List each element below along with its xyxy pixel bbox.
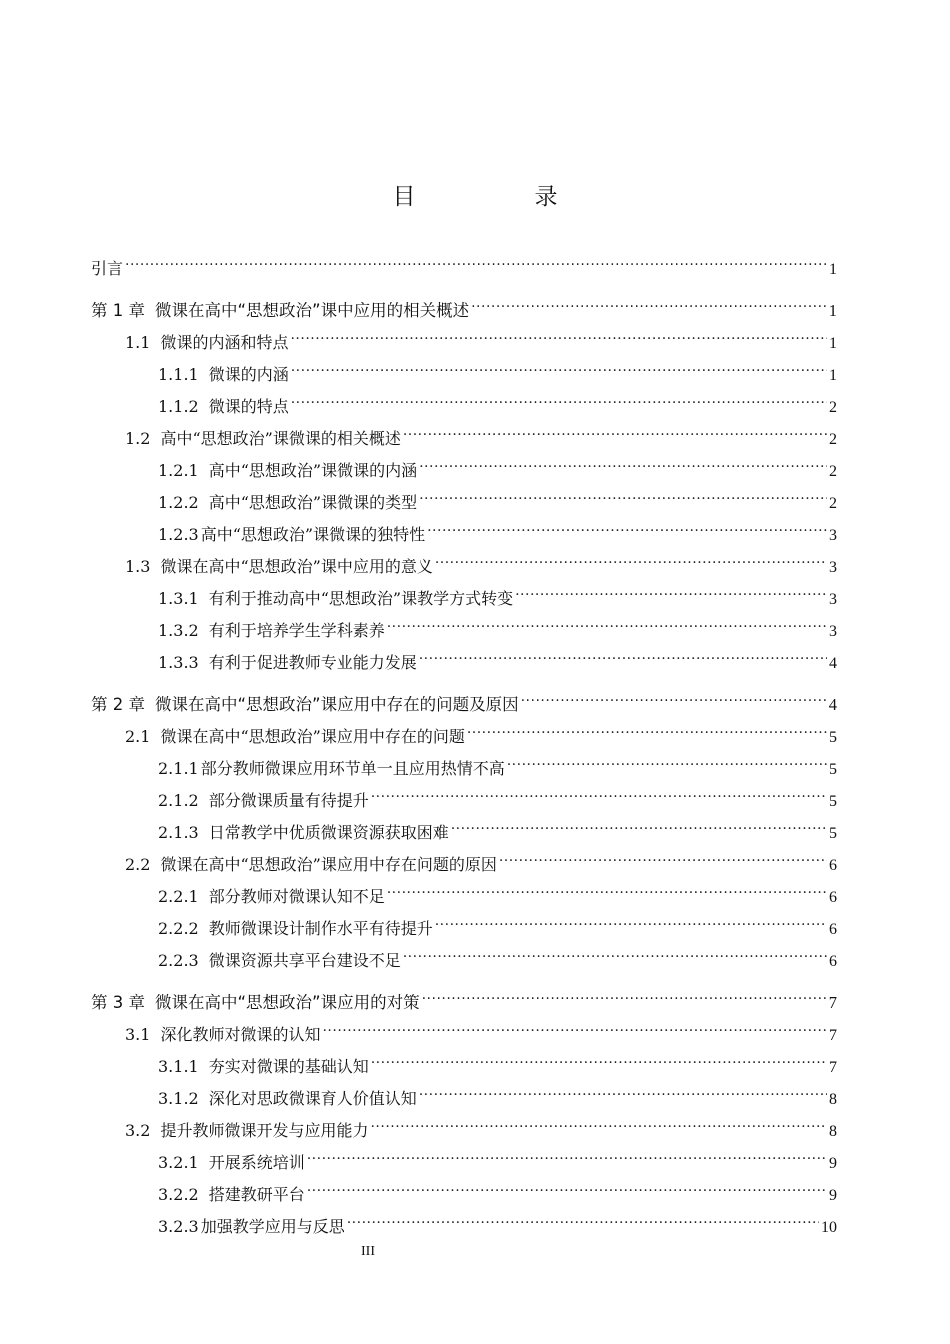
toc-page-number: 4 [829,655,837,672]
toc-entry-chapter-2[interactable] [91,678,837,714]
dot-leader [499,838,827,870]
toc-page-number: 7 [829,1059,837,1076]
toc-page-number: 7 [829,1027,837,1044]
toc-entry-text: 日常教学中优质微课资源获取困难 [208,823,449,842]
toc-entry-number: 3.1.1 [158,1057,199,1076]
toc-page-number: 2 [829,399,837,416]
toc-page-number: 7 [828,993,837,1012]
toc-page-number: 9 [829,1155,837,1172]
toc-entry-number: 2.1.2 [158,791,199,810]
toc-entry-text: 微课在高中“思想政治”课中应用的相关概述 [155,301,470,320]
dot-leader [291,348,827,380]
dot-leader [515,572,827,604]
dot-leader [419,636,827,668]
toc-page-number: 3 [829,591,837,608]
toc-entry-number: 2.1.1 [158,759,199,778]
toc-entry-text: 有利于培养学生学科素养 [208,621,385,640]
toc-page-number: 5 [829,729,837,746]
dot-leader [322,1008,827,1040]
toc-entry-text: 引言 [91,259,124,278]
toc-entry-number: 3.2.2 [158,1185,199,1204]
toc-page-number: 9 [829,1187,837,1204]
dot-leader [427,508,827,540]
dot-leader [290,316,827,348]
dot-leader [451,806,827,838]
toc-entry-text: 夯实对微课的基础认知 [208,1057,369,1076]
toc-entry-text: 微课在高中“思想政治”课应用中存在问题的原因 [160,855,497,874]
toc-entry-number: 3.1.2 [158,1089,199,1108]
toc-entry-number: 1.3.1 [158,589,199,608]
dot-leader [419,476,827,508]
toc-page-number: 2 [829,463,837,480]
dot-leader [507,742,827,774]
toc-entry-number: 2.2 [125,855,151,874]
toc-page-number: 3 [829,623,837,640]
toc-entry-number: 2.1 [125,727,151,746]
dot-leader [467,710,827,742]
dot-leader [387,870,827,902]
toc-entry-number: 2.1.3 [158,823,199,842]
toc-entry-number: 1.2 [125,429,151,448]
toc-page-number: 4 [828,695,837,714]
toc-entry-number: 第 3 章 [91,993,145,1012]
toc-page-number: 1 [829,261,837,278]
toc-page-number: 1 [829,367,837,384]
toc-page-number: 6 [829,953,837,970]
toc-entry-text: 加强教学应用与反思 [200,1217,345,1236]
toc-entry-number: 第 2 章 [91,695,145,714]
toc-page-number: 6 [829,857,837,874]
toc-entry-number: 3.1 [125,1025,151,1044]
toc-entry-text: 微课资源共享平台建设不足 [208,951,401,970]
toc-entry-number: 3.2.3 [158,1217,199,1236]
dot-leader [387,604,827,636]
toc-entry-number: 2.2.3 [158,951,199,970]
toc-page-number: 1 [828,301,837,320]
toc-entry-text: 微课的特点 [208,397,289,416]
page-title: 目 录 [392,184,606,210]
dot-leader [307,1136,827,1168]
toc-entry-text: 部分教师对微课认知不足 [208,887,385,906]
dot-leader [419,444,827,476]
toc-page-number: 6 [829,889,837,906]
toc-page-number: 3 [829,527,837,544]
toc-entry-number: 2.2.2 [158,919,199,938]
toc-entry-number: 第 1 章 [91,301,145,320]
toc-entry-number: 1.1.2 [158,397,199,416]
toc-entry-text: 高中“思想政治”课微课的独特性 [200,525,426,544]
toc-entry-text: 开展系统培训 [208,1153,305,1172]
toc-entry-text: 深化对思政微课育人价值认知 [208,1089,417,1108]
toc-entry-chapter-3[interactable] [91,976,837,1012]
toc-entry-chapter-1[interactable] [91,284,837,320]
toc-entry-text: 深化教师对微课的认知 [160,1025,321,1044]
toc-entry-text: 有利于促进教师专业能力发展 [208,653,417,672]
toc-entry-text: 高中“思想政治”课微课的类型 [208,493,418,512]
toc-entry-number: 1.1 [125,333,151,352]
toc-page-number: 3 [829,559,837,576]
dot-leader [371,1040,827,1072]
toc-entry-text: 部分教师微课应用环节单一且应用热情不高 [200,759,505,778]
dot-leader [403,412,827,444]
dot-leader [347,1200,819,1232]
dot-leader [307,1168,827,1200]
toc-page-number: 2 [829,495,837,512]
toc-page-number: 6 [829,921,837,938]
toc-page-number: 8 [829,1091,837,1108]
toc-entry-text: 有利于推动高中“思想政治”课教学方式转变 [208,589,514,608]
dot-leader [419,1072,827,1104]
page-footer-number: III [361,1244,375,1259]
toc-entry-number: 1.3.3 [158,653,199,672]
dot-leader [521,678,827,710]
toc-entry-number: 3.2 [125,1121,151,1140]
toc-entry-text: 提升教师微课开发与应用能力 [160,1121,369,1140]
toc-entry-text: 微课在高中“思想政治”课应用中存在的问题 [160,727,465,746]
toc-entry-text: 微课在高中“思想政治”课应用的对策 [155,993,420,1012]
toc-entry-number: 1.3 [125,557,151,576]
dot-leader [471,284,827,316]
toc-entry-text: 搭建教研平台 [208,1185,305,1204]
dot-leader [435,540,827,572]
dot-leader [125,242,827,274]
toc-entry-text: 高中“思想政治”课微课的相关概述 [160,429,401,448]
toc-entry-text: 部分微课质量有待提升 [208,791,369,810]
dot-leader [291,380,827,412]
toc-page-number: 8 [829,1123,837,1140]
toc-entry-number: 1.1.1 [158,365,199,384]
toc-page-number: 1 [829,335,837,352]
toc-entry-text: 微课在高中“思想政治”课中应用的意义 [160,557,433,576]
toc-entry-number: 1.2.2 [158,493,199,512]
dot-leader [403,934,827,966]
toc-page-number: 10 [821,1219,837,1236]
dot-leader [371,774,827,806]
toc-entry-text: 微课的内涵 [208,365,289,384]
dot-leader [422,976,827,1008]
toc-page-number: 5 [829,793,837,810]
dot-leader [435,902,827,934]
toc-entry-text: 微课的内涵和特点 [160,333,289,352]
toc-entry-intro[interactable] [91,242,837,278]
toc-entry-number: 1.2.1 [158,461,199,480]
toc-page-number: 5 [829,761,837,778]
table-of-contents [91,242,837,1236]
toc-entry-number: 1.3.2 [158,621,199,640]
toc-entry-number: 2.2.1 [158,887,199,906]
toc-entry-text: 教师微课设计制作水平有待提升 [208,919,433,938]
toc-page-number: 2 [829,431,837,448]
toc-entry-number: 1.2.3 [158,525,199,544]
toc-entry-text: 微课在高中“思想政治”课应用中存在的问题及原因 [155,695,519,714]
dot-leader [370,1104,827,1136]
toc-page-number: 5 [829,825,837,842]
toc-entry-text: 高中“思想政治”课微课的内涵 [208,461,418,480]
toc-entry-number: 3.2.1 [158,1153,199,1172]
